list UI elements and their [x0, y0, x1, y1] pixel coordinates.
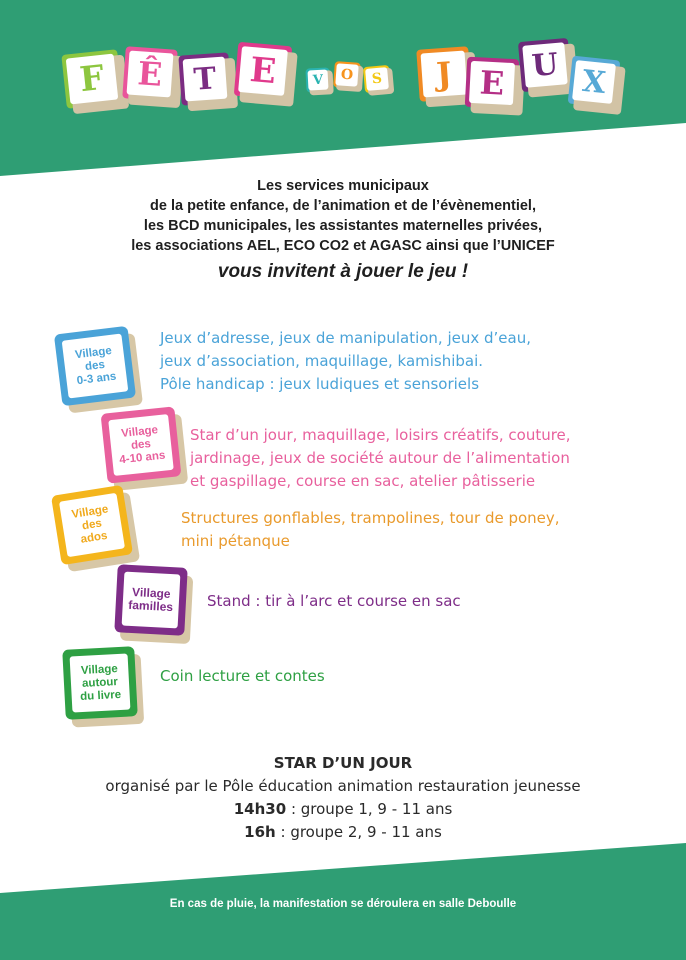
village-livre-description — [160, 665, 325, 688]
title-block — [518, 38, 572, 92]
title-letter: Ê — [136, 54, 164, 94]
title-letter: U — [530, 46, 560, 84]
cube-label-line: ados — [79, 529, 109, 546]
title-block — [234, 42, 293, 101]
intro-line: les BCD municipales, les assistantes maternelles privées, — [143, 218, 543, 234]
village-text-line: mini pétanque — [181, 532, 290, 550]
village-text-line: jeux d’association, maquillage, kamishibai. — [160, 352, 484, 370]
title-letter: O — [340, 66, 354, 84]
cube-label — [108, 414, 174, 476]
cube-label-line: des — [84, 358, 106, 373]
star-group-2 — [0, 821, 686, 844]
star-group-1-text: : groupe 1, 9 - 11 ans — [286, 800, 453, 818]
village-text-line: Coin lecture et contes — [160, 667, 325, 685]
title-block — [122, 46, 178, 102]
intro-line: de la petite enfance, de l’animation et de l’évènementiel, — [150, 198, 536, 214]
star-group-1-time: 14h30 — [233, 800, 287, 818]
footer-note: En cas de pluie, la manifestation se déroulera en salle Deboulle — [169, 898, 517, 910]
title-blocks — [0, 0, 686, 130]
title-block — [416, 46, 472, 102]
village-text-line: Jeux d’adresse, jeux de manipulation, jeux d’eau, — [160, 329, 532, 347]
village-familles-cube — [114, 564, 187, 636]
village-4-10-description — [190, 424, 571, 493]
intro-line: les associations AEL, ECO CO2 et AGASC ainsi que l’UNICEF — [131, 238, 555, 254]
title-letter: J — [435, 54, 453, 94]
village-0-3-description — [160, 327, 531, 396]
cube-label-line: autour — [81, 675, 119, 690]
cube-label-line: Village — [80, 662, 119, 677]
title-block — [305, 67, 330, 92]
title-block — [333, 61, 361, 89]
cube-label-line: 4-10 ans — [118, 449, 166, 466]
village-text-line: Structures gonflables, trampolines, tour de poney, — [181, 509, 560, 527]
star-section — [0, 752, 686, 844]
intro-line: Les services municipaux — [257, 178, 429, 194]
title-block — [178, 52, 231, 105]
cube-label-line: du livre — [79, 688, 122, 703]
village-text-line: et gaspillage, course en sac, atelier pâtisserie — [190, 472, 536, 490]
intro-slogan: vous invitent à jouer le jeu ! — [217, 261, 469, 282]
title-letter: V — [312, 72, 324, 88]
cube-label-line: Village — [74, 344, 113, 361]
title-letter: E — [478, 63, 506, 103]
title-letter: F — [77, 57, 107, 101]
cube-label-line: des — [81, 517, 103, 532]
cube-label-line: 0-3 ans — [76, 370, 117, 387]
title-block — [465, 57, 520, 110]
village-ados-description — [181, 507, 560, 553]
village-text-line: Stand : tir à l’arc et course en sac — [207, 592, 461, 610]
star-heading: STAR D’UN JOUR — [273, 754, 413, 772]
village-familles-description — [207, 590, 461, 613]
village-0-3-cube — [54, 326, 136, 406]
cube-label — [70, 654, 131, 713]
cube-label — [62, 334, 129, 399]
star-organizer: organisé par le Pôle éducation animation restauration jeunesse — [105, 777, 581, 795]
cube-label-line: Village — [131, 585, 171, 602]
village-text-line: Pôle handicap : jeux ludiques et sensoriels — [160, 375, 480, 393]
title-block — [568, 56, 621, 109]
title-letter: X — [580, 63, 608, 101]
title-block — [363, 65, 391, 93]
intro-text — [0, 176, 686, 284]
star-group-2-text: : groupe 2, 9 - 11 ans — [275, 823, 442, 841]
cube-label-line: Village — [120, 423, 159, 440]
cube-label-line: Village — [70, 502, 110, 521]
title-block-face — [66, 54, 119, 105]
village-text-line: Star d’un jour, maquillage, loisirs créatifs, couture, — [190, 426, 571, 444]
village-text-line: jardinage, jeux de société autour de l’alimentation — [190, 449, 570, 467]
village-4-10-cube — [101, 406, 182, 483]
title-letter: T — [192, 60, 218, 98]
title-block — [61, 49, 122, 109]
title-letter: S — [371, 70, 383, 88]
cube-label — [122, 572, 181, 629]
village-livre-cube — [62, 646, 138, 720]
title-letter: E — [248, 49, 278, 93]
star-group-1 — [0, 798, 686, 821]
village-ados-cube — [51, 485, 133, 565]
cube-label-line: des — [130, 437, 152, 452]
star-group-2-time: 16h — [244, 823, 276, 841]
cube-label — [59, 493, 125, 557]
cube-label-line: familles — [127, 597, 174, 615]
